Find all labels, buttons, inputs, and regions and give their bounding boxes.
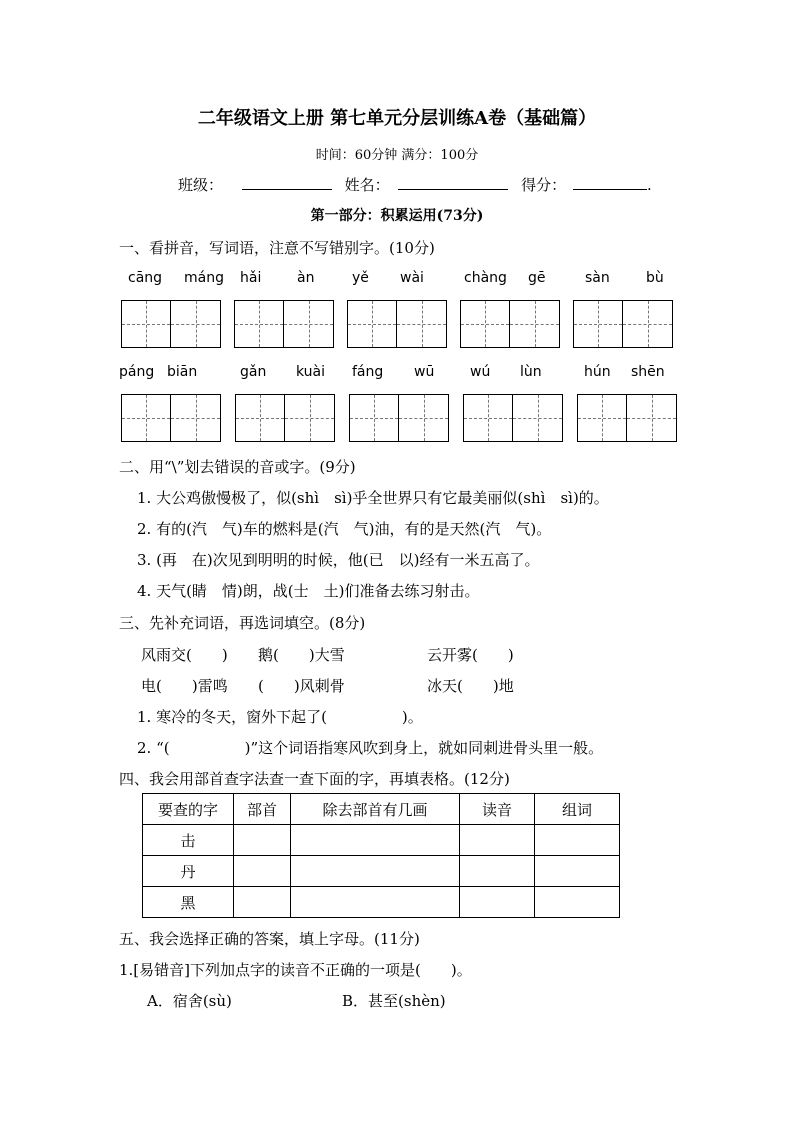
pinyin: hǎi bbox=[240, 270, 262, 286]
section3-title: 三、先补充词语，再选词填空。(8分) bbox=[119, 614, 366, 632]
question-item: 2. “( )”这个词语指寒风吹到身上，就如同刺进骨头里一般。 bbox=[137, 739, 604, 757]
pinyin: àn bbox=[297, 270, 315, 286]
page-title: 二年级语文上册 第七单元分层训练A卷（基础篇） bbox=[197, 108, 597, 129]
reading-cell[interactable] bbox=[460, 856, 535, 887]
option-a[interactable]: A．宿舍(sù) bbox=[147, 992, 232, 1010]
reading-cell[interactable] bbox=[460, 825, 535, 856]
tian-grid[interactable] bbox=[577, 394, 677, 442]
strokes-cell[interactable] bbox=[291, 825, 460, 856]
name-blank[interactable] bbox=[398, 175, 508, 190]
word-fill: 电( )雷鸣 bbox=[141, 677, 228, 695]
pinyin: sàn bbox=[585, 270, 610, 286]
pinyin: wū bbox=[414, 364, 435, 380]
pinyin: páng bbox=[119, 364, 155, 380]
column-header: 要查的字 bbox=[143, 794, 234, 825]
word-cell[interactable] bbox=[535, 856, 620, 887]
trailing-dot: . bbox=[646, 176, 652, 194]
tian-grid[interactable] bbox=[347, 300, 447, 348]
word-cell[interactable] bbox=[535, 887, 620, 918]
question-item: 4. 天气(睛 情)朗，战(士 土)们准备去练习射击。 bbox=[137, 582, 480, 600]
lookup-char: 黑 bbox=[143, 887, 234, 918]
exam-meta: 时间：60分钟 满分：100分 bbox=[315, 148, 479, 163]
section2-title: 二、用“\”划去错误的音或字。(9分) bbox=[119, 458, 356, 476]
pinyin: bù bbox=[646, 270, 664, 286]
radical-cell[interactable] bbox=[234, 825, 291, 856]
pinyin: lùn bbox=[520, 364, 542, 380]
pinyin: cāng bbox=[128, 270, 163, 286]
score-label: 得分： bbox=[521, 176, 567, 194]
name-label: 姓名： bbox=[344, 176, 390, 194]
tian-grid[interactable] bbox=[121, 394, 221, 442]
section1-title: 一、看拼音，写词语，注意不写错别字。(10分) bbox=[119, 239, 435, 257]
question-item: 1.[易错音]下列加点字的读音不正确的一项是( )。 bbox=[119, 961, 472, 979]
word-fill: ( )风刺骨 bbox=[258, 677, 345, 695]
word-fill: 风雨交( ) bbox=[141, 646, 228, 664]
pinyin: máng bbox=[184, 270, 224, 286]
question-item: 2. 有的(汽 气)车的燃料是(汽 气)油，有的是天然(汽 气)。 bbox=[137, 520, 552, 538]
pinyin: gǎn bbox=[240, 364, 267, 380]
question-item: 1. 寒冷的冬天，窗外下起了( )。 bbox=[137, 708, 423, 726]
class-label: 班级： bbox=[178, 176, 224, 194]
tian-grid[interactable] bbox=[463, 394, 563, 442]
lookup-char: 击 bbox=[143, 825, 234, 856]
radical-cell[interactable] bbox=[234, 887, 291, 918]
lookup-char: 丹 bbox=[143, 856, 234, 887]
table-row bbox=[143, 856, 620, 887]
question-item: 3. (再 在)次见到明明的时候，他(已 以)经有一米五高了。 bbox=[137, 551, 540, 569]
pinyin: hún bbox=[584, 364, 611, 380]
pinyin: biān bbox=[167, 364, 198, 380]
word-fill: 冰天( )地 bbox=[427, 677, 514, 695]
section5-title: 五、我会选择正确的答案，填上字母。(11分) bbox=[119, 930, 420, 948]
column-header: 组词 bbox=[535, 794, 620, 825]
section4-title: 四、我会用部首查字法查一查下面的字，再填表格。(12分) bbox=[119, 770, 510, 788]
word-fill: 云开雾( ) bbox=[427, 646, 514, 664]
strokes-cell[interactable] bbox=[291, 887, 460, 918]
pinyin: wài bbox=[400, 270, 424, 286]
column-header: 读音 bbox=[460, 794, 535, 825]
table-row bbox=[143, 887, 620, 918]
tian-grid[interactable] bbox=[235, 394, 335, 442]
word-cell[interactable] bbox=[535, 825, 620, 856]
pinyin: wú bbox=[470, 364, 491, 380]
word-fill: 鹅( )大雪 bbox=[258, 646, 345, 664]
class-blank[interactable] bbox=[242, 175, 332, 190]
radical-lookup-table bbox=[142, 793, 620, 918]
strokes-cell[interactable] bbox=[291, 856, 460, 887]
pinyin: kuài bbox=[296, 364, 326, 380]
table-row bbox=[143, 825, 620, 856]
column-header: 除去部首有几画 bbox=[291, 794, 460, 825]
question-item: 1. 大公鸡傲慢极了，似(shì sì)乎全世界只有它最美丽似(shì sì)的。 bbox=[137, 489, 609, 507]
pinyin: shēn bbox=[631, 364, 665, 380]
reading-cell[interactable] bbox=[460, 887, 535, 918]
score-blank[interactable] bbox=[573, 175, 647, 190]
tian-grid[interactable] bbox=[349, 394, 449, 442]
radical-cell[interactable] bbox=[234, 856, 291, 887]
tian-grid[interactable] bbox=[460, 300, 560, 348]
column-header: 部首 bbox=[234, 794, 291, 825]
pinyin: fáng bbox=[352, 364, 384, 380]
pinyin: chàng bbox=[464, 270, 507, 286]
option-b[interactable]: B．甚至(shèn) bbox=[342, 992, 446, 1010]
pinyin: gē bbox=[528, 270, 546, 286]
tian-grid[interactable] bbox=[573, 300, 673, 348]
table-header-row bbox=[143, 794, 620, 825]
part1-heading: 第一部分：积累运用(73分) bbox=[310, 208, 484, 224]
tian-grid[interactable] bbox=[121, 300, 221, 348]
tian-grid[interactable] bbox=[234, 300, 334, 348]
pinyin: yě bbox=[352, 270, 369, 286]
student-info-row bbox=[178, 174, 652, 195]
